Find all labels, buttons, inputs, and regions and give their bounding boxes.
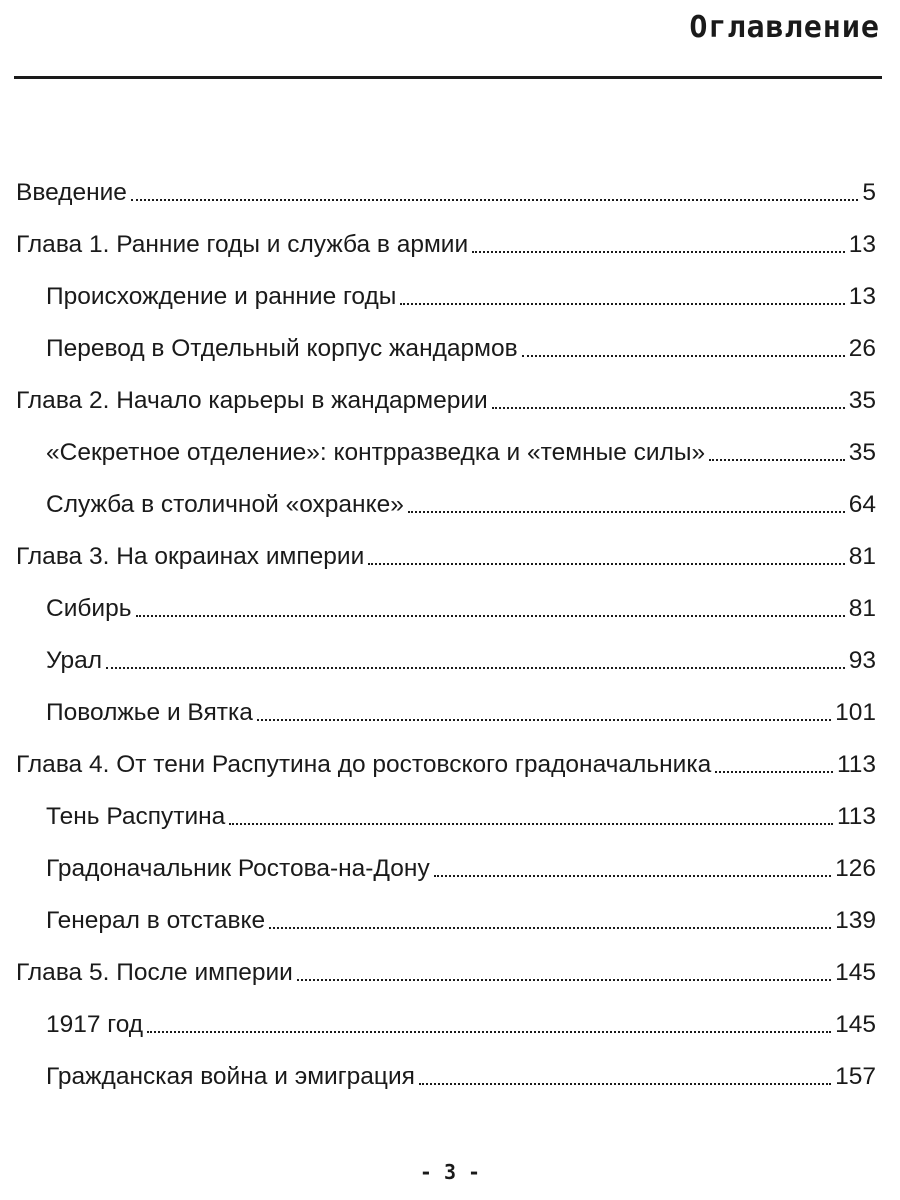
toc-dot-leader [131,199,858,201]
toc-entry-title: Глава 2. Начало карьеры в жандармерии [16,387,488,414]
page-title: Оглавление [689,10,880,45]
toc-entry[interactable] [0,686,900,738]
toc-entry[interactable] [0,738,900,790]
page-number: - 3 - [419,1160,481,1184]
toc-dot-leader [368,563,844,565]
toc-entry-page: 26 [848,335,876,362]
toc-entry-page: 101 [835,699,876,726]
toc-entry-title: Генерал в отставке [46,907,266,934]
toc-entry-page: 126 [835,855,876,882]
toc-entry[interactable] [0,634,900,686]
toc-entry[interactable] [0,218,900,270]
toc-entry[interactable] [0,946,900,998]
toc-entry-title: Градоначальник Ростова-на-Дону [46,855,430,882]
toc-dot-leader [419,1083,831,1085]
toc-entry-title: Поволжье и Вятка [46,699,253,726]
toc-entry-page: 81 [848,543,876,570]
toc-entry-page: 93 [848,647,876,674]
toc-entry-title: Глава 1. Ранние годы и служба в армии [16,231,469,258]
toc-entry[interactable] [0,374,900,426]
toc-dot-leader [408,511,845,513]
toc-entry[interactable] [0,322,900,374]
toc-entry-title: Глава 4. От тени Распутина до ростовского градоначальника [16,751,712,778]
toc-dot-leader [709,459,845,461]
toc-entry-title: Служба в столичной «охранке» [46,491,404,518]
toc-dot-leader [136,615,845,617]
toc-dot-leader [106,667,845,669]
toc-entry-title: Глава 5. После империи [16,959,293,986]
toc-entry[interactable] [0,426,900,478]
toc-entry-page: 113 [836,803,876,830]
toc-dot-leader [147,1031,831,1033]
toc-entry[interactable] [0,790,900,842]
page-header [14,0,882,80]
toc-entry-page: 157 [835,1063,876,1090]
toc-entry-page: 35 [848,439,876,466]
toc-dot-leader [715,771,833,773]
toc-entry-title: Введение [16,179,127,206]
toc-entry-title: Сибирь [46,595,132,622]
toc-entry-page: 13 [848,231,876,258]
toc-entry[interactable] [0,1050,900,1102]
toc-entry-page: 35 [848,387,876,414]
toc-dot-leader [492,407,845,409]
toc-entry-page: 5 [862,179,876,206]
toc-entry-page: 81 [848,595,876,622]
toc-dot-leader [522,355,845,357]
toc-entry-page: 139 [835,907,876,934]
toc-entry[interactable] [0,842,900,894]
toc-entry-title: Урал [46,647,103,674]
toc-dot-leader [257,719,831,721]
toc-entry-title: 1917 год [46,1011,144,1038]
header-divider [14,76,882,79]
toc-dot-leader [229,823,833,825]
toc-entry[interactable] [0,166,900,218]
toc-entry-page: 113 [836,751,876,778]
toc-entry[interactable] [0,478,900,530]
toc-entry[interactable] [0,894,900,946]
table-of-contents [0,166,900,1102]
toc-dot-leader [269,927,831,929]
toc-entry-title: «Секретное отделение»: контрразведка и «темные силы» [46,439,706,466]
toc-entry-page: 145 [835,1011,876,1038]
toc-entry-title: Глава 3. На окраинах империи [16,543,365,570]
toc-entry[interactable] [0,270,900,322]
toc-entry[interactable] [0,582,900,634]
toc-entry-title: Происхождение и ранние годы [46,283,397,310]
toc-entry-title: Перевод в Отдельный корпус жандармов [46,335,518,362]
toc-entry[interactable] [0,530,900,582]
toc-entry-page: 64 [848,491,876,518]
toc-entry[interactable] [0,998,900,1050]
toc-dot-leader [434,875,831,877]
toc-dot-leader [297,979,831,981]
toc-entry-page: 13 [848,283,876,310]
toc-dot-leader [400,303,844,305]
toc-entry-title: Гражданская война и эмиграция [46,1063,415,1090]
toc-entry-page: 145 [835,959,876,986]
toc-entry-title: Тень Распутина [46,803,226,830]
toc-dot-leader [472,251,845,253]
